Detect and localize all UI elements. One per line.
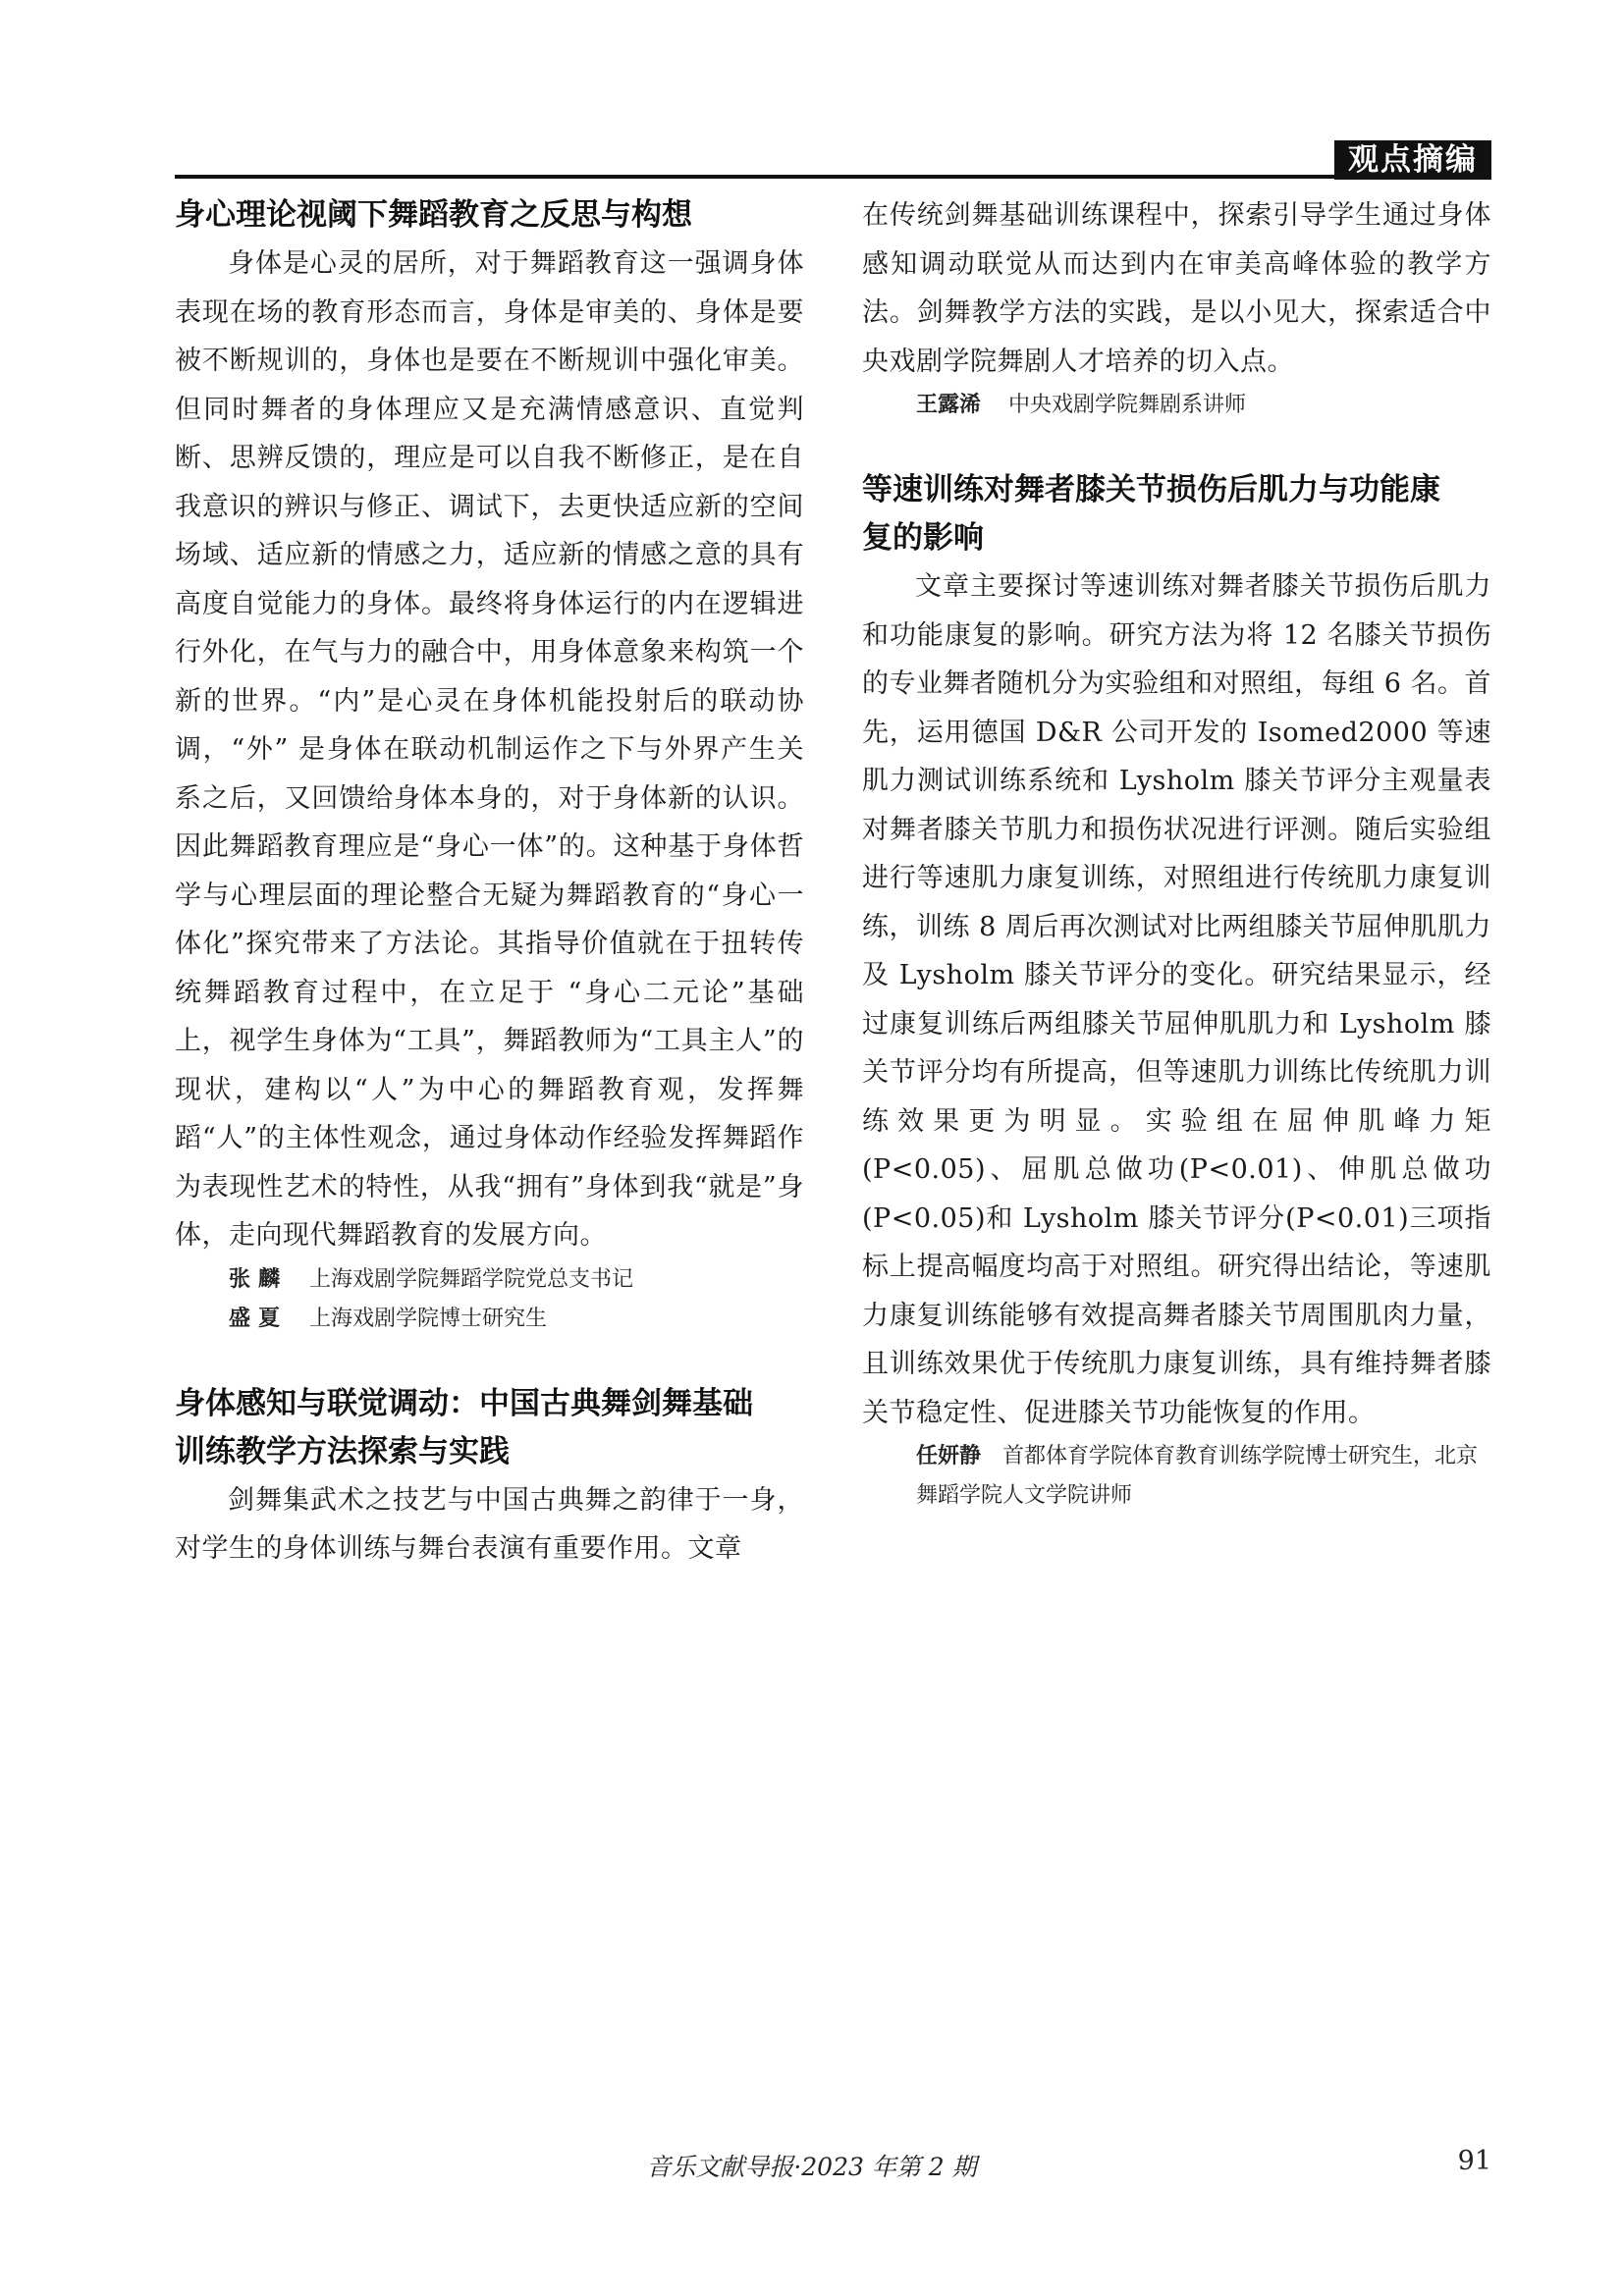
author-affiliation: 上海戏剧学院舞蹈学院党总支书记 — [309, 1266, 634, 1292]
header-rule — [175, 175, 1491, 179]
article-body: 文章主要探讨等速训练对舞者膝关节损伤后肌力和功能康复的影响。研究方法为将 12 名膝关节损伤的专业舞者随机分为实验组和对照组，每组 6 名。首先，运用德国 D&R 公司开发的 Isomed2000 等速肌力测试训练系统和 Lysholm 膝关节评分主观量表对舞者膝关节肌力和损伤状况进行评测。随后实验组进行等速肌力康复训练，对照组进行传统肌力康复训练，训练 8 周后再次测试对比两组膝关节屈伸肌肌力及 Lysholm 膝关节评分的变化。研究结果显示，经过康复训练后两组膝关节屈伸肌肌力和 Lysholm 膝关节评分均有所提高，但等速肌力训练比传统肌力训练效果更为明显。实验组在屈伸肌峰力矩(P<0.05)、屈肌总做功(P<0.01)、伸肌总做功(P<0.05)和 Lysholm 膝关节评分(P<0.01)三项指标上提高幅度均高于对照组。研究得出结论，等速肌力康复训练能够有效提高舞者膝关节周围肌肉力量，且训练效果优于传统肌力康复训练，具有维持舞者膝关节稳定性、促进膝关节功能恢复的作用。 — [862, 571, 1491, 1428]
author-affiliation: 中央戏剧学院舞剧系讲师 — [1008, 393, 1247, 417]
article-title-line2: 复的影响 — [862, 520, 984, 556]
article-body: 身体是心灵的居所，对于舞蹈教育这一强调身体表现在场的教育形态而言，身体是审美的、身体是要被不断规训的，身体也是要在不断规训中强化审美。但同时舞者的身体理应又是充满情感意识、直觉判断、思辨反馈的，理应是可以自我不断修正，是在自我意识的辨识与修正、调试下，去更快适应新的空间场域、适应新的情感之力，适应新的情感之意的具有高度自觉能力的身体。最终将身体运行的内在逻辑进行外化，在气与力的融合中，用身体意象来构筑一个新的世界。“内”是心灵在身体机能投射后的联动协调，“外” 是身体在联动机制运作之下与外界产生关系之后，又回馈给身体本身的，对于身体新的认识。因此舞蹈教育理应是“身心一体”的。这种基于身体哲学与心理层面的理论整合无疑为舞蹈教育的“身心一体化”探究带来了方法论。其指导价值就在于扭转传统舞蹈教育过程中，在立足于 “身心二元论”基础上，视学生身体为“工具”，舞蹈教师为“工具主人”的现状，建构以“人”为中心的舞蹈教育观，发挥舞蹈“人”的主体性观念，通过身体动作经验发挥舞蹈作为表现性艺术的特性，从我“拥有”身体到我“就是”身体，走向现代舞蹈教育的发展方向。 — [175, 248, 804, 1251]
article-body: 剑舞集武术之技艺与中国古典舞之韵律于一身，对学生的身体训练与舞台表演有重要作用。文章 — [175, 1484, 804, 1564]
author-name: 张麟 — [229, 1266, 289, 1292]
author-name: 任妍静 — [916, 1444, 982, 1468]
author-line — [862, 386, 1491, 425]
article-title-line2: 训练教学方法探索与实践 — [175, 1433, 510, 1469]
left-column — [175, 191, 804, 1574]
journal-footer: 音乐文献导报·2023 年第 2 期 — [646, 2153, 977, 2181]
author-line — [175, 1260, 804, 1300]
article-title — [862, 466, 1491, 562]
author-affiliation: 首都体育学院体育教育训练学院博士研究生，北京舞蹈学院人文学院讲师 — [916, 1444, 1479, 1508]
author-line — [862, 1437, 1491, 1516]
right-column — [862, 191, 1491, 1516]
author-affiliation: 上海戏剧学院博士研究生 — [309, 1306, 548, 1331]
author-name: 盛夏 — [229, 1306, 289, 1331]
article-title: 身心理论视阈下舞蹈教育之反思与构想 — [175, 197, 692, 233]
author-line — [175, 1300, 804, 1339]
article-body-continued: 在传统剑舞基础训练课程中，探索引导学生通过身体感知调动联觉从而达到内在审美高峰体验的教学方法。剑舞教学方法的实践，是以小见大，探索适合中央戏剧学院舞剧人才培养的切入点。 — [862, 200, 1491, 377]
section-label: 观点摘编 — [1334, 140, 1491, 180]
page-number: 91 — [1457, 2146, 1491, 2176]
article-title-line1: 身体感知与联觉调动：中国古典舞剑舞基础 — [175, 1385, 753, 1421]
article-title — [175, 1380, 804, 1476]
author-name: 王露浠 — [916, 393, 982, 417]
article-title-line1: 等速训练对舞者膝关节损伤后肌力与功能康 — [862, 472, 1440, 507]
